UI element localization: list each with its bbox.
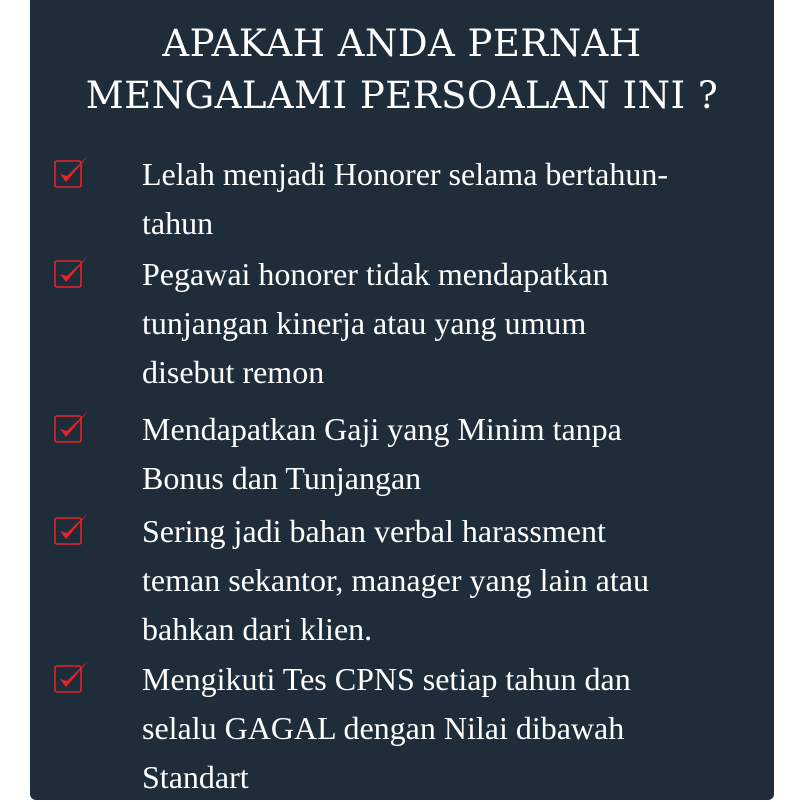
checkbox-checked-icon [54,659,92,693]
checkbox-checked-icon [54,409,92,443]
checklist-item-text: Sering jadi bahan verbal harassment teman sekantor, manager yang lain atau bahkan dari klien. [142,513,649,647]
problem-card [30,0,774,800]
headline-line-1: APAKAH ANDA PERNAH [162,22,642,65]
checklist-item-text: Lelah menjadi Honorer selama bertahun- tahun [142,156,668,241]
checklist-item-text: Mengikuti Tes CPNS setiap tahun dan selalu GAGAL dengan Nilai dibawah Standart [142,661,631,795]
checkbox-checked-icon [54,154,92,188]
headline-line-2: MENGALAMI PERSOALAN INI ? [85,74,719,117]
checkbox-checked-icon [54,511,92,545]
headline [30,18,774,122]
checklist-item-text: Pegawai honorer tidak mendapatkan tunjangan kinerja atau yang umum disebut remon [142,256,609,390]
checkbox-checked-icon [54,254,92,288]
checklist-item-text: Mendapatkan Gaji yang Minim tanpa Bonus dan Tunjangan [142,411,622,496]
